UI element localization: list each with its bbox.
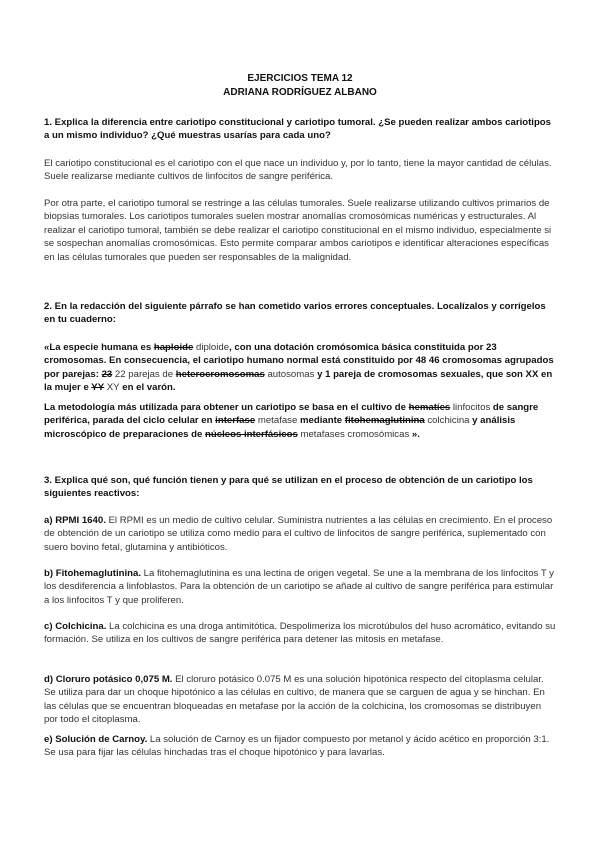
question-3: 3. Explica qué son, qué función tienen y para qué se utilizan en el proceso de obtención de un cariotipo los siguientes reactivos: (44, 475, 533, 500)
paragraph-text: La metodología más utilizada para obtener un cariotipo se basa en el cultivo de (44, 402, 409, 413)
paragraph-text: mediante (297, 415, 345, 427)
struck-error-text: hematíes (408, 402, 451, 413)
answer-3a-text: El RPMI es un medio de cultivo celular. Suministra nutrientes a las células en crecimiento. En el proceso de obtención de un cariotipo se utiliza como medio para el cultivo de linfocitos de sangre periférica, suplementado con suero bovino fetal, glutamina y antibióticos. (44, 515, 553, 553)
answer-3d (44, 673, 556, 727)
struck-error-text: interfase (215, 415, 256, 427)
answer-3b-text: La fitohemaglutinina es una lectina de origen vegetal. Se une a la membrana de los linfocitos T y los desdiferencia a linfoblastos. Para la obtención de un cariotipo se añade al cultivo de sangre periférica para estimular a los linfocitos T y que proliferen. (44, 568, 554, 606)
paragraph-text: de sangre periférica, parada del ciclo celular en (44, 402, 539, 427)
answer-3e-text: La solución de Carnoy es un fijador compuesto por metanol y ácido acético en proporción 3:1. Se usa para fijar las células hinchadas tras el choque hipotónico y para lavarlas. (44, 734, 550, 759)
answer-1-paragraph-2: Por otra parte, el cariotipo tumoral se restringe a las células tumorales. Suele realizarse utilizando cultivos primarios de biopsias tumorales. Los cariotipos tumorales suelen mostrar anomalías cromosómicas numéricas y estructurales. Al realizar el cariotipo tumoral, también se debe realizar el cariotipo constitucional en el mismo individuo, especialmente si se sospechan anomalías cromosómicas. Esto permite comparar ambos cariotipos e identificar alteraciones específicas en las células tumorales que pueden ser responsables de la malignidad. (44, 198, 552, 263)
document-title: EJERCICIOS TEMA 12 (247, 73, 353, 84)
struck-error-text: heterocromosomas (175, 368, 265, 380)
answer-3a (44, 514, 556, 554)
paragraph-text: «La especie humana es (44, 342, 154, 353)
correction-text: 22 parejas de (112, 368, 176, 380)
answer-3c-label: c) Colchicina. (44, 621, 107, 632)
answer-3c-text: La colchicina es una droga antimitótica. Despolimeriza los microtúbulos del huso acromático, evitando su formación. Se utiliza en los cultivos de sangre periférica para detener las mitosis en metafase. (44, 621, 556, 646)
answer-3d-label: d) Cloruro potásico 0,075 M. (44, 674, 173, 685)
answer-3d-text: El cloruro potásico 0.075 M es una solución hipotónica respecto del citoplasma celular. Se utiliza para dar un choque hipotónico a las células en cultivo, de manera que se carguen de agua y se hinchan. En las células que se encuentran bloqueadas en metafase por la acción de la colchicina, los cromosomas se distribuyen por todo el citoplasma. (44, 674, 545, 726)
question-1: 1. Explica la diferencia entre cariotipo constitucional y cariotipo tumoral. ¿Se pueden realizar ambos cariotipos a un mismo individuo? ¿Qué muestras usarías para cada uno? (44, 117, 552, 142)
struck-error-text: YY (91, 382, 105, 394)
correction-text: diploide (193, 342, 230, 353)
question-2: 2. En la redacción del siguiente párrafo se han cometido varios errores conceptuales. Localízalos y corrígelos en tu cuaderno: (44, 301, 546, 326)
struck-error-text: núcleos interfásicos (205, 428, 298, 440)
corrected-paragraph-2 (44, 401, 556, 441)
paragraph-text: ». (409, 428, 420, 440)
correction-text: XY (104, 382, 120, 394)
struck-error-text: fitohemaglutinina (344, 415, 425, 427)
answer-3e-label: e) Solución de Carnoy. (44, 734, 148, 745)
paragraph-text: y análisis microscópico de preparaciones de (44, 415, 516, 440)
answer-3e (44, 733, 556, 760)
answer-3a-label: a) RPMI 1640. (44, 515, 106, 526)
document-author: ADRIANA RODRÍGUEZ ALBANO (223, 87, 377, 98)
answer-3b (44, 567, 556, 607)
answer-3b-label: b) Fitohemaglutinina. (44, 568, 141, 579)
struck-error-text: haploide (153, 342, 194, 353)
correction-text: autosomas (264, 368, 315, 380)
answer-1-paragraph-1: El cariotipo constitucional es el cariotipo con el que nace un individuo y, por lo tanto, tiene la mayor cantidad de células. Suele realizarse mediante cultivos de linfocitos de sangre periférica. (44, 158, 552, 183)
paragraph-text: , con una dotación cromósomica básica constituida por 23 cromosomas. En consecuencia, el cariotipo humano normal está constituido por 48 46 cromosomas agrupados por parejas: (44, 342, 554, 380)
paragraph-text: y 1 pareja de cromosomas sexuales, que son XX en la mujer e (44, 368, 553, 394)
correction-text: colchicina (424, 415, 470, 427)
corrected-paragraph-1 (44, 341, 556, 395)
correction-text: metafases cromosómicas (297, 428, 410, 440)
struck-error-text: 23 (101, 368, 113, 380)
correction-text: metafase (255, 415, 298, 427)
answer-3c (44, 620, 556, 647)
paragraph-text: en el varón. (119, 382, 176, 394)
correction-text: linfocitos (450, 402, 491, 413)
